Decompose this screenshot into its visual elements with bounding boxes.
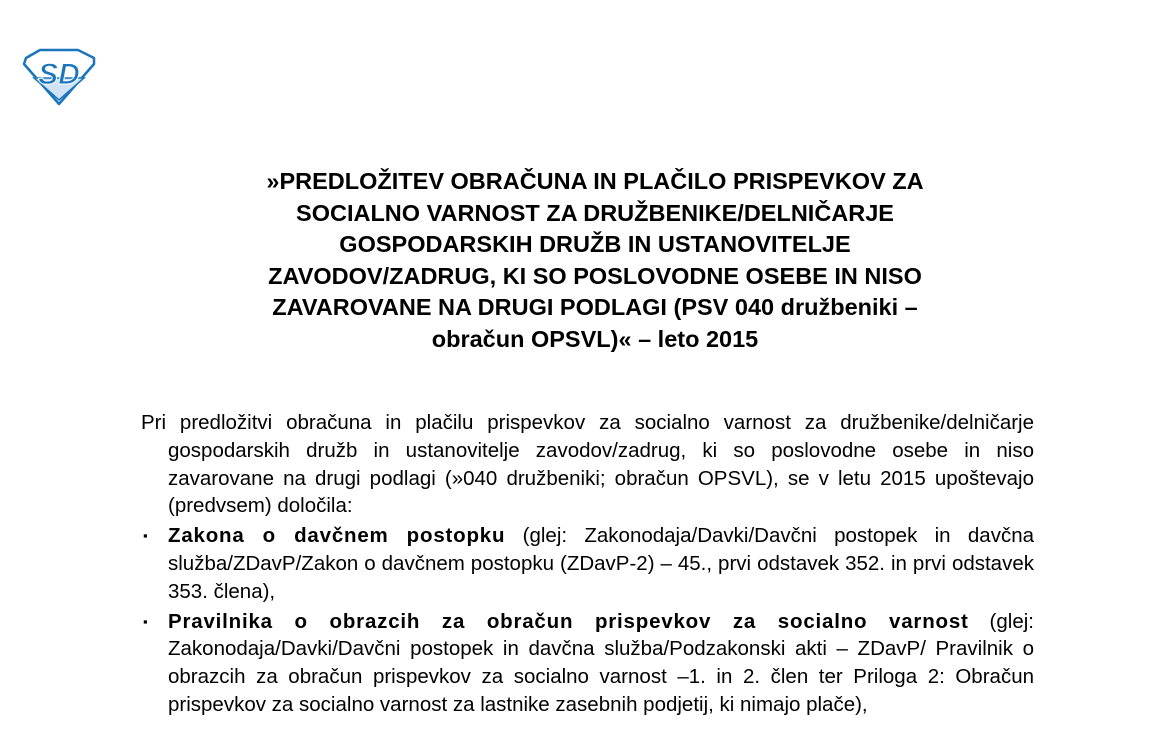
list-item (141, 608, 1034, 719)
title-line: ZAVAROVANE NA DRUGI PODLAGI (PSV 040 družbeniki – (272, 294, 918, 320)
sd-shield-logo (20, 48, 98, 106)
title-line: SOCIALNO VARNOST ZA DRUŽBENIKE/DELNIČARJE (296, 199, 894, 226)
document-title (195, 166, 995, 355)
regulation-reference: (glej: Zakonodaja/Davki/Davčni postopek in davčna služba/Podzakonski akti – ZDavP/ Pravilnik o obrazcih za obračun prispevkov za socialno varnost –1. in 2. člen ter Priloga 2: Obračun prispevkov za socialno varnost za lastnike zasebnih podjetij, ki nimajo plače), (168, 609, 1034, 716)
list-item (141, 522, 1034, 605)
regulation-list (141, 522, 1034, 719)
bullet-square-icon: ▪ (143, 613, 148, 629)
title-line: »PREDLOŽITEV OBRAČUNA IN PLAČILO PRISPEVKOV ZA (266, 168, 924, 194)
intro-paragraph: Pri predložitvi obračuna in plačilu prispevkov za socialno varnost za družbenike/delničarje gospodarskih družb in ustanovitelje zavodov/zadrug, ki so poslovodne osebe in niso zavarovane na drugi podlagi (»040 družbeniki; obračun OPSVL), se v letu 2015 upoštevajo (predvsem) določila: (141, 411, 1034, 518)
regulation-reference: (glej: Zakonodaja/Davki/Davčni postopek in davčna služba/ZDavP/Zakon o davčnem postopku (ZDavP-2) – 45., prvi odstavek 352. in prvi odstavek 353. člena), (168, 524, 1034, 603)
logo-lettering: SD (38, 58, 80, 91)
document-body (141, 409, 1034, 719)
title-line: GOSPODARSKIH DRUŽB IN USTANOVITELJE (339, 231, 851, 257)
regulation-name: Pravilnika o obrazcih za obračun prispevkov za socialno varnost (168, 609, 969, 633)
title-line: ZAVODOV/ZADRUG, KI SO POSLOVODNE OSEBE IN NISO (268, 262, 922, 289)
bullet-square-icon: ▪ (143, 528, 148, 544)
title-line: obračun OPSVL)« – leto 2015 (431, 325, 759, 352)
regulation-name: Zakona o davčnem postopku (168, 524, 506, 548)
